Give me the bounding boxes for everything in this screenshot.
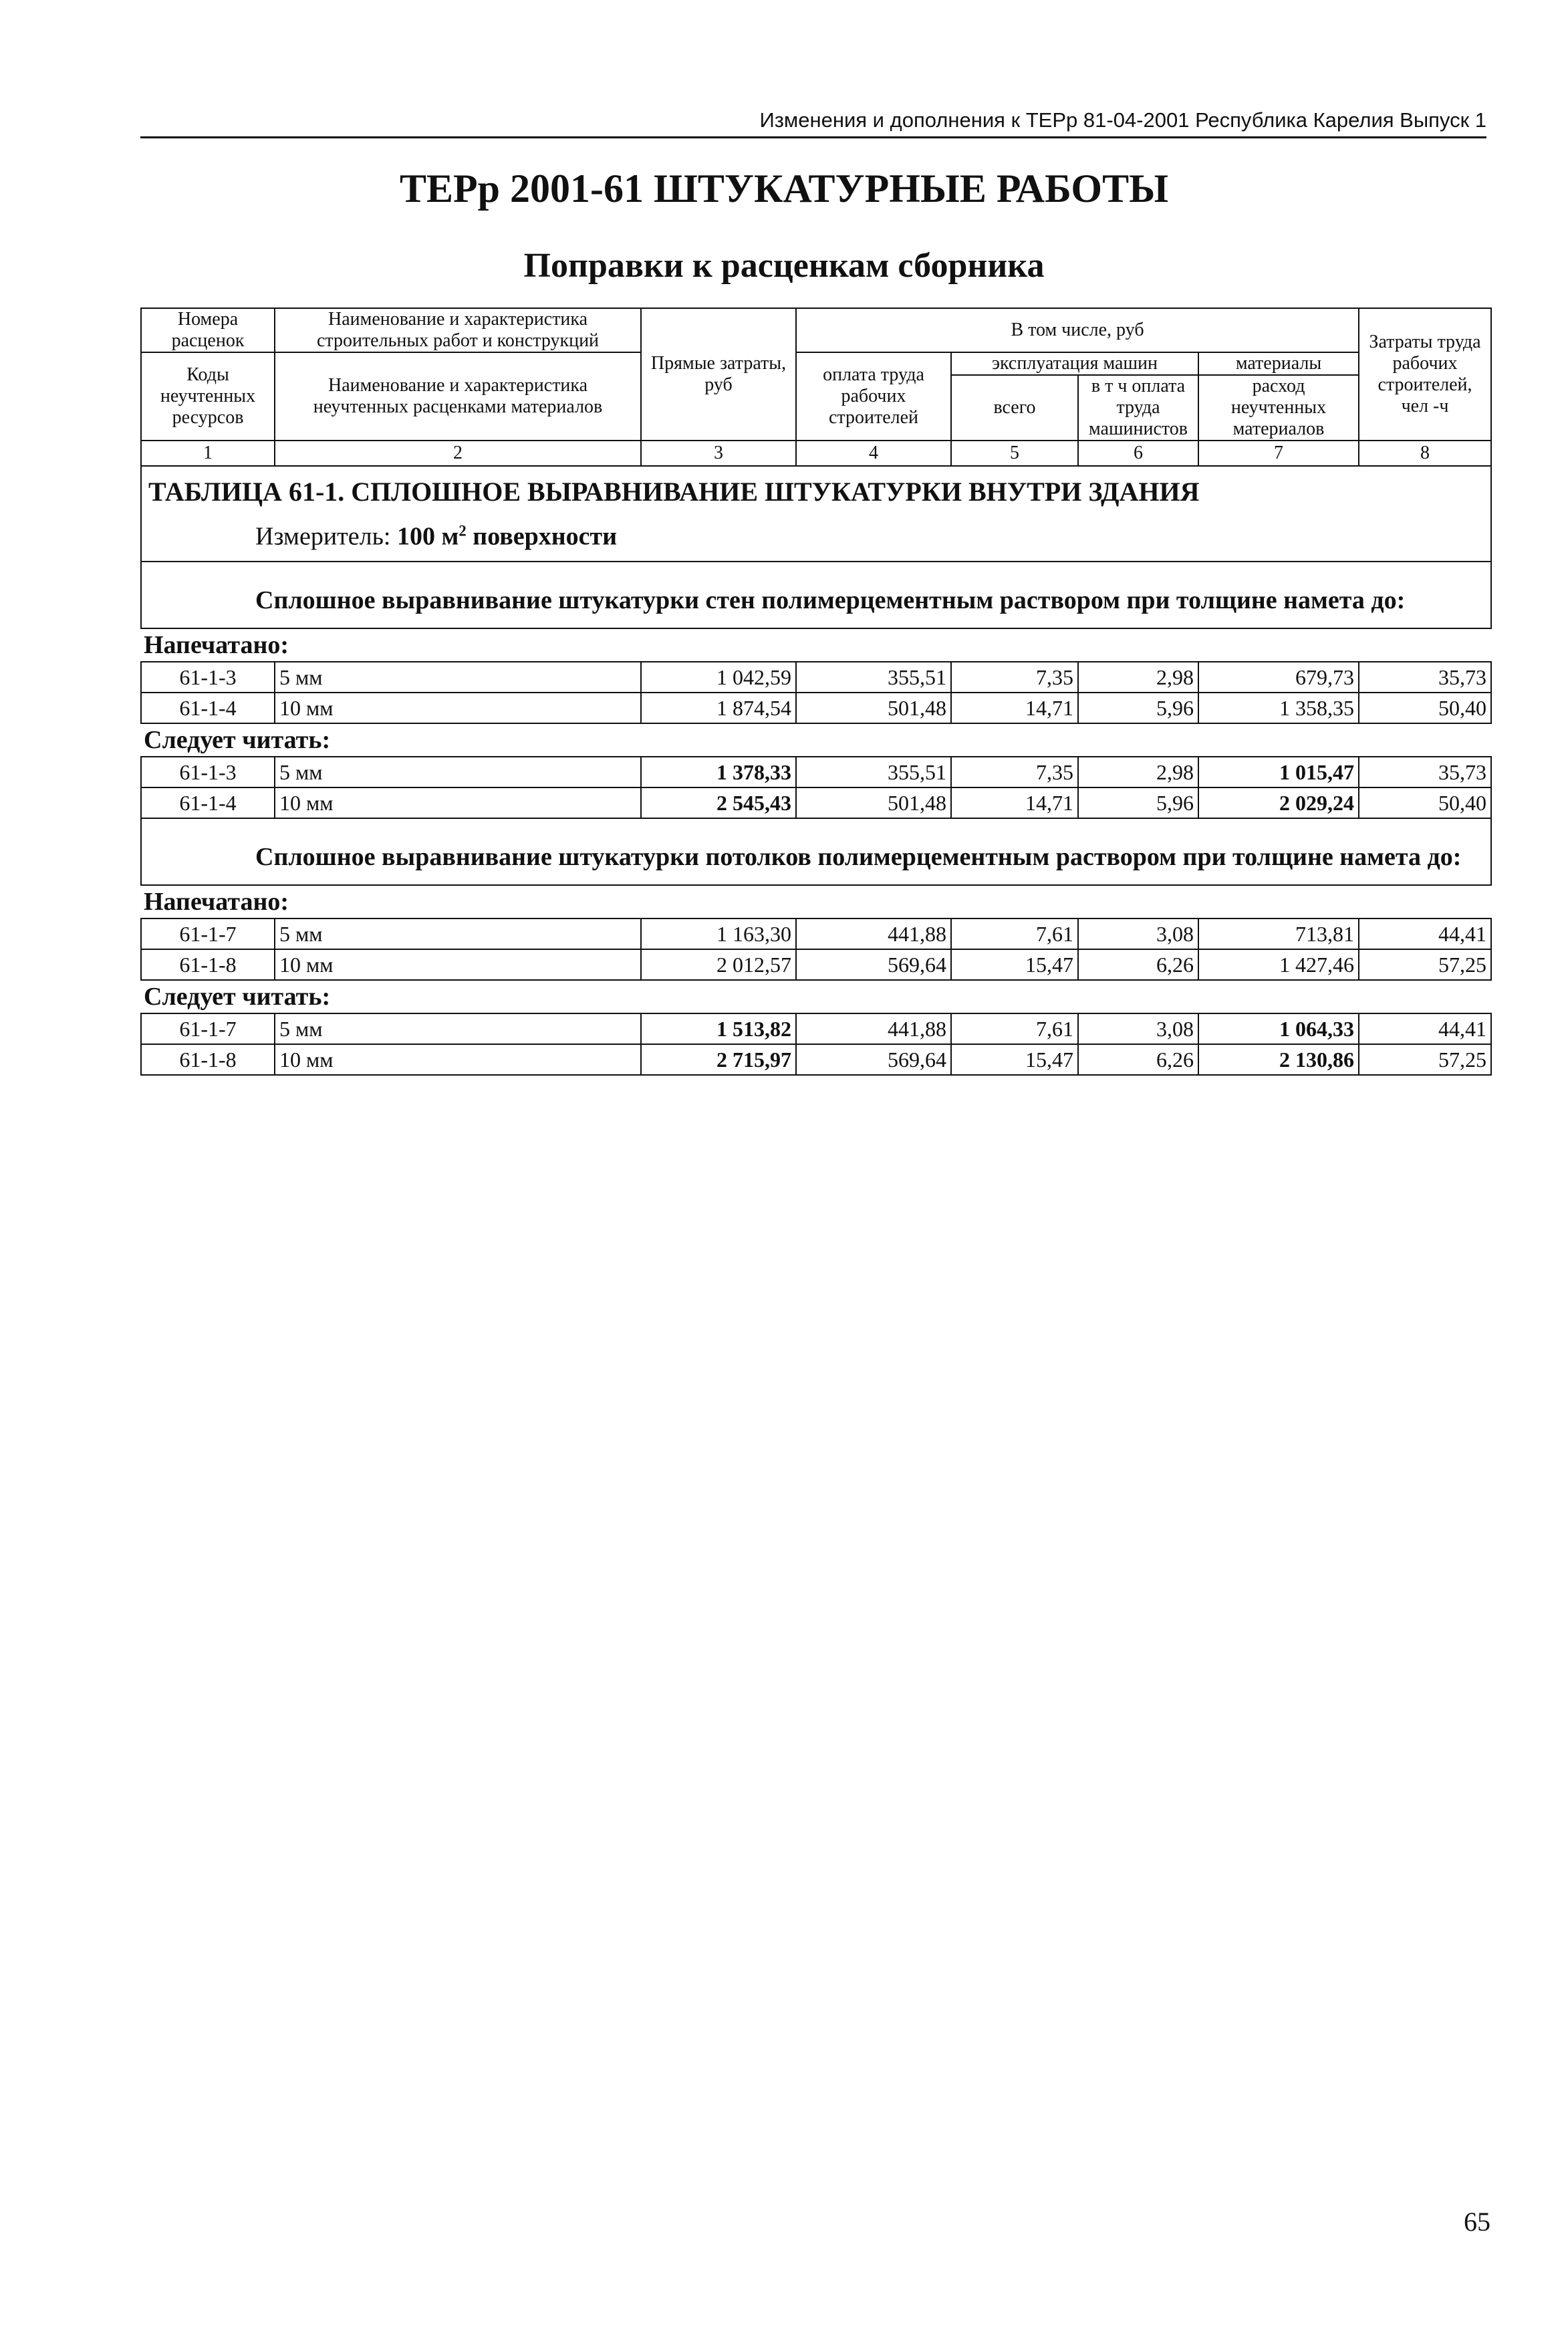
header-materials: материалы	[1198, 352, 1359, 375]
header-labor-hours: Затраты труда рабочих строителей, чел -ч	[1359, 308, 1491, 441]
table-row	[141, 757, 1491, 787]
cell-labor: 441,88	[796, 1013, 951, 1044]
cell-code: 61-1-4	[141, 693, 275, 723]
measure-value: 100 м	[397, 522, 459, 551]
cell-materials: 679,73	[1198, 662, 1359, 693]
cell-code: 61-1-8	[141, 949, 275, 980]
printed-label: Напечатано:	[144, 630, 289, 659]
measure-unit	[141, 511, 1491, 562]
measure-suffix: поверхности	[466, 522, 618, 551]
cell-hours: 50,40	[1359, 693, 1491, 723]
cell-mach: 14,71	[951, 693, 1078, 723]
cell-direct: 2 715,97	[641, 1044, 796, 1075]
printed-label: Напечатано:	[144, 887, 289, 916]
page-title: ТЕРр 2001-61 ШТУКАТУРНЫЕ РАБОТЫ	[399, 166, 1169, 211]
cell-name: 5 мм	[275, 1013, 641, 1044]
cell-materials: 1 358,35	[1198, 693, 1359, 723]
header-col1-bottom: Коды неучтенных ресурсов	[141, 352, 275, 441]
cell-materials: 1 064,33	[1198, 1013, 1359, 1044]
column-number: 2	[275, 441, 641, 466]
table-title: ТАБЛИЦА 61-1. СПЛОШНОЕ ВЫРАВНИВАНИЕ ШТУКАТУРКИ ВНУТРИ ЗДАНИЯ	[141, 466, 1491, 511]
cell-mach-labor: 6,26	[1078, 1044, 1198, 1075]
measure-sup: 2	[459, 522, 467, 539]
cell-materials: 2 130,86	[1198, 1044, 1359, 1075]
cell-direct: 1 378,33	[641, 757, 796, 787]
header-unaccounted-materials: расход неучтенных материалов	[1198, 375, 1359, 441]
cell-labor: 441,88	[796, 919, 951, 949]
table-row	[141, 787, 1491, 818]
cell-code: 61-1-7	[141, 1013, 275, 1044]
cell-mach: 7,35	[951, 662, 1078, 693]
cell-direct: 2 012,57	[641, 949, 796, 980]
page-number: 65	[1464, 2207, 1490, 2237]
cell-hours: 35,73	[1359, 757, 1491, 787]
table-row	[141, 693, 1491, 723]
header-worker-pay: оплата труда рабочих строителей	[796, 352, 951, 441]
cell-code: 61-1-4	[141, 787, 275, 818]
cell-labor: 501,48	[796, 693, 951, 723]
header-col2-bottom: Наименование и характеристика неучтенных расценками материалов	[275, 352, 641, 441]
column-number: 5	[951, 441, 1078, 466]
cell-direct: 1 042,59	[641, 662, 796, 693]
cell-mach-labor: 3,08	[1078, 919, 1198, 949]
running-header: Изменения и дополнения к ТЕРр 81-04-2001 Республика Карелия Выпуск 1	[140, 108, 1486, 138]
cell-name: 10 мм	[275, 693, 641, 723]
header-including: В том числе, руб	[796, 308, 1359, 352]
cell-hours: 35,73	[1359, 662, 1491, 693]
cell-materials: 713,81	[1198, 919, 1359, 949]
cell-mach-labor: 2,98	[1078, 662, 1198, 693]
cell-labor: 355,51	[796, 662, 951, 693]
cell-direct: 1 513,82	[641, 1013, 796, 1044]
cell-materials: 2 029,24	[1198, 787, 1359, 818]
cell-name: 10 мм	[275, 787, 641, 818]
header-col1-top: Номера расценок	[141, 308, 275, 352]
cell-mach-labor: 6,26	[1078, 949, 1198, 980]
column-number: 8	[1359, 441, 1491, 466]
column-number: 4	[796, 441, 951, 466]
cell-code: 61-1-7	[141, 919, 275, 949]
cell-hours: 57,25	[1359, 1044, 1491, 1075]
should-read-label: Следует читать:	[144, 725, 331, 754]
rates-table	[140, 308, 1492, 1076]
cell-code: 61-1-8	[141, 1044, 275, 1075]
column-number: 7	[1198, 441, 1359, 466]
cell-mach-labor: 5,96	[1078, 693, 1198, 723]
cell-name: 10 мм	[275, 949, 641, 980]
should-read-label: Следует читать:	[144, 982, 331, 1011]
cell-mach: 7,61	[951, 919, 1078, 949]
cell-direct: 1 874,54	[641, 693, 796, 723]
measure-prefix: Измеритель:	[255, 522, 397, 551]
header-machinist-pay: в т ч оплата труда машинистов	[1078, 375, 1198, 441]
column-number: 3	[641, 441, 796, 466]
cell-code: 61-1-3	[141, 662, 275, 693]
cell-mach-labor: 3,08	[1078, 1013, 1198, 1044]
cell-name: 5 мм	[275, 757, 641, 787]
cell-mach: 14,71	[951, 787, 1078, 818]
cell-mach: 15,47	[951, 1044, 1078, 1075]
header-col2-top: Наименование и характеристика строительных работ и конструкций	[275, 308, 641, 352]
cell-materials: 1 427,46	[1198, 949, 1359, 980]
cell-hours: 50,40	[1359, 787, 1491, 818]
section-title: Сплошное выравнивание штукатурки стен полимерцементным раствором при толщине намета до:	[141, 562, 1491, 628]
column-number: 1	[141, 441, 275, 466]
cell-hours: 44,41	[1359, 919, 1491, 949]
cell-materials: 1 015,47	[1198, 757, 1359, 787]
cell-labor: 569,64	[796, 1044, 951, 1075]
table-row	[141, 662, 1491, 693]
section-title: Сплошное выравнивание штукатурки потолков полимерцементным раствором при толщине намета до:	[141, 818, 1491, 885]
cell-hours: 44,41	[1359, 1013, 1491, 1044]
cell-mach-labor: 2,98	[1078, 757, 1198, 787]
cell-mach-labor: 5,96	[1078, 787, 1198, 818]
header-direct-costs: Прямые затраты, руб	[641, 308, 796, 441]
cell-direct: 2 545,43	[641, 787, 796, 818]
cell-code: 61-1-3	[141, 757, 275, 787]
cell-labor: 501,48	[796, 787, 951, 818]
column-numbers-row	[141, 441, 1491, 466]
cell-labor: 355,51	[796, 757, 951, 787]
header-machines: эксплуатация машин	[951, 352, 1198, 375]
header-machines-total: всего	[951, 375, 1078, 441]
table-row	[141, 1044, 1491, 1075]
cell-mach: 7,61	[951, 1013, 1078, 1044]
cell-mach: 15,47	[951, 949, 1078, 980]
table-row	[141, 1013, 1491, 1044]
cell-name: 5 мм	[275, 919, 641, 949]
cell-hours: 57,25	[1359, 949, 1491, 980]
cell-direct: 1 163,30	[641, 919, 796, 949]
page-subtitle: Поправки к расценкам сборника	[523, 247, 1045, 285]
column-number: 6	[1078, 441, 1198, 466]
table-row	[141, 919, 1491, 949]
cell-labor: 569,64	[796, 949, 951, 980]
cell-name: 5 мм	[275, 662, 641, 693]
table-row	[141, 949, 1491, 980]
cell-mach: 7,35	[951, 757, 1078, 787]
cell-name: 10 мм	[275, 1044, 641, 1075]
